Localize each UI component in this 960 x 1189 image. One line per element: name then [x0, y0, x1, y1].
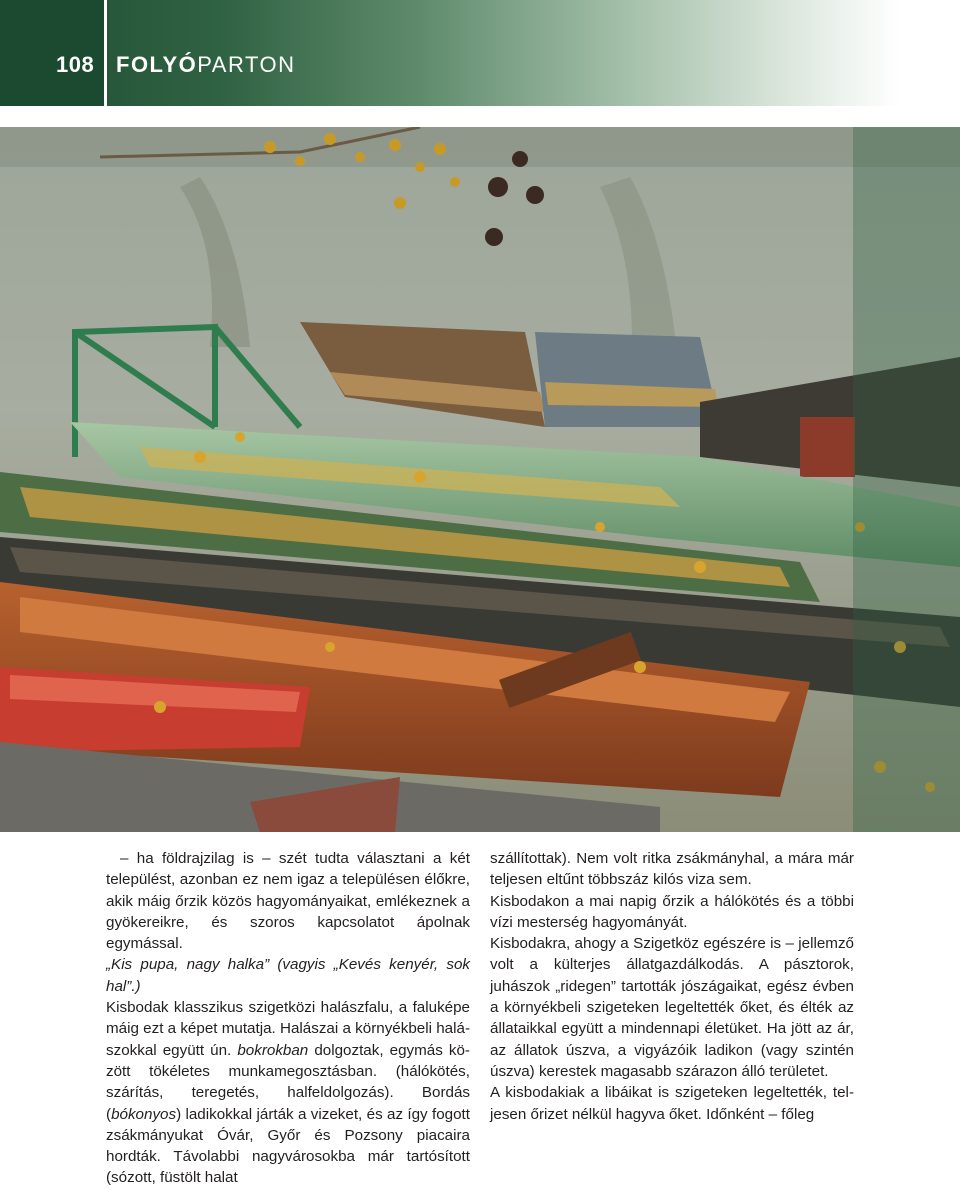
right-paragraph-3: Kisbodakra, ahogy a Szigetköz egészére is – jellemző volt a külterjes állatgazdálkodás. A pásztorok, juhászok „ridegen” tartották jószágaikat, egész évben a környékbeli szigeteken legeltették őket, és élték az állataikkal együtt a mindennapi életüket. Ha jött az ár, az állatok úszva, a vigyázóik ladikon (vagy szintén úszva) kerestek magasabb szárazon álló területet.: [490, 935, 854, 1080]
p2-italic-bokrokban: bokrokban: [237, 1041, 309, 1059]
quote-text: „Kis pupa, nagy halka” (vagyis „Kevés kenyér, sok hal”.): [106, 956, 470, 995]
p2-italic-bokonyos: bókonyos: [111, 1105, 177, 1123]
photo-boats-on-river: [0, 127, 960, 832]
p2-text-b: dolgoztak, egymás között tökéletes munkamegosztásban. (hálókötés, szárítás, teregetés, halfeldolgozás). Bordás (: [106, 1041, 470, 1123]
left-paragraph-1: – ha földrajzilag is – szét tudta választani a két települést, azonban ez nem igaz a településen élőkre, akik máig őrzik közös hagyományaikat, emlékeznek a gyökereikre, és szoros kapcsolatot ápolnak egymással.: [106, 850, 470, 953]
section-title: [116, 52, 296, 78]
left-paragraph-2: [106, 997, 470, 1189]
header-divider: [104, 0, 107, 106]
right-paragraph-4: A kisbodakiak a libáikat is szigeteken legeltették, teljesen őrizet nélkül hagyva őket. Időnként – főleg: [490, 1084, 854, 1123]
photo-tint-strip: [853, 127, 960, 832]
left-quote: [106, 954, 470, 997]
page-number: 108: [56, 52, 95, 77]
left-text-column: [106, 848, 470, 1189]
right-paragraph-2: Kisbodakon a mai napig őrzik a hálókötés és a többi vízi mesterség hagyományát.: [490, 892, 854, 931]
right-paragraph-1: szállítottak). Nem volt ritka zsákmányhal, a mára már teljesen eltűnt többszáz kilós viza sem.: [490, 850, 854, 889]
right-text-column: [490, 848, 854, 1125]
section-title-rest: PARTON: [197, 52, 296, 77]
p2-text-a: Kisbodak klasszikus szigetközi halászfalu, a faluképe máig ezt a képet mutatja. Halászai a környékbeli halászokkal együtt ún.: [106, 999, 470, 1059]
p2-text-c: ) ladikokkal járták a vizeket, és az így fogott zsákmányukat Óvár, Győr és Pozsony piacaira hordták. Távolabbi nagyvárosokba már tartósított (sózott, füstölt halat: [106, 1105, 470, 1187]
section-title-bold: FOLYÓ: [116, 52, 198, 77]
